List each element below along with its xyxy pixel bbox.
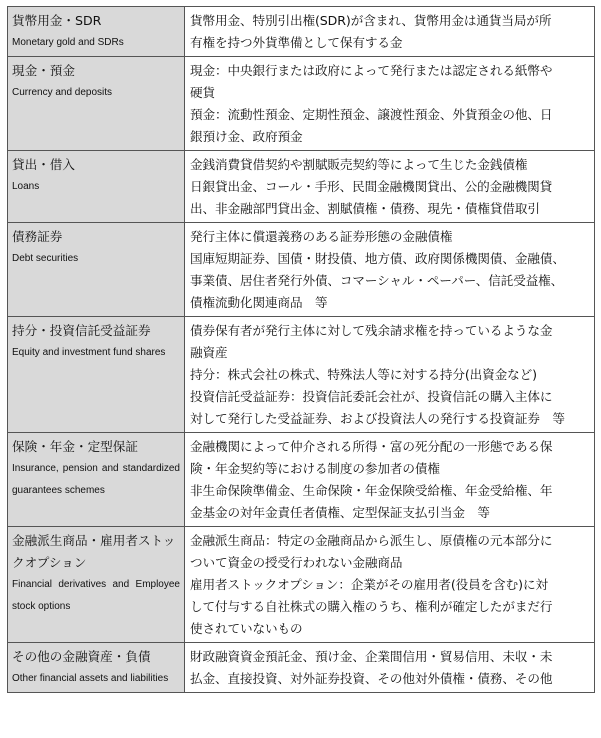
category-cell — [8, 151, 185, 223]
table-row — [8, 433, 595, 527]
category-cell — [8, 527, 185, 643]
category-name-en: Financial derivatives and Employee stock options — [12, 579, 180, 612]
category-name-en: Debt securities — [12, 253, 79, 264]
financial-asset-classification-table — [7, 6, 595, 693]
description-line: 金融機関によって仲介される所得・富の死分配の一形態である保 — [190, 439, 553, 454]
description-line: 金銭消費貸借契約や割賦販売契約等によって生じた金銭債権 — [190, 157, 528, 172]
description-line: ついて資金の授受行われない金融商品 — [190, 555, 403, 570]
category-name-en: Equity and investment fund shares — [12, 347, 166, 358]
description-line: 預金：流動性預金、定期性預金、譲渡性預金、外貨預金の他、日 — [190, 107, 553, 122]
description-line: 非生命保険準備金、生命保険・年金保険受給権、年金受給権、年 — [190, 483, 553, 498]
description-line: 対して発行した受益証券、および投資法人の発行する投資証券 等 — [190, 411, 565, 426]
description-cell — [185, 151, 595, 223]
table-row — [8, 57, 595, 151]
category-name-jp: 債務証券 — [12, 229, 63, 244]
category-name-jp: 貸出・借入 — [12, 157, 75, 172]
table-row — [8, 151, 595, 223]
category-name-en: Insurance, pension and standardized guarantees schemes — [12, 463, 180, 496]
category-cell — [8, 643, 185, 693]
description-cell — [185, 223, 595, 317]
category-name-en: Loans — [12, 181, 40, 192]
description-line: して付与する自社株式の購入権のうち、権利が確定したがまだ行 — [190, 599, 553, 614]
description-line: 債券保有者が発行主体に対して残余請求権を持っているような金 — [190, 323, 553, 338]
category-name-jp: 保険・年金・定型保証 — [12, 439, 138, 454]
category-cell — [8, 223, 185, 317]
table-row — [8, 643, 595, 693]
description-cell — [185, 527, 595, 643]
category-cell — [8, 7, 185, 57]
description-line: 貨幣用金、特別引出権(SDR)が含まれ、貨幣用金は通貨当局が所 — [190, 13, 552, 28]
description-line: 現金：中央銀行または政府によって発行または認定される紙幣や — [190, 63, 553, 78]
table-row — [8, 317, 595, 433]
category-cell — [8, 317, 185, 433]
table-row — [8, 527, 595, 643]
category-name-jp: 現金・預金 — [12, 63, 75, 78]
table-row — [8, 7, 595, 57]
description-line: 融資産 — [190, 345, 228, 360]
category-name-jp: 持分・投資信託受益証券 — [12, 323, 151, 338]
description-cell — [185, 433, 595, 527]
description-line: 債権流動化関連商品 等 — [190, 295, 328, 310]
description-line: 有権を持つ外貨準備として保有する金 — [190, 35, 403, 50]
category-name-jp: 貨幣用金・SDR — [12, 13, 102, 28]
description-line: 日銀貸出金、コール・手形、民間金融機関貸出、公的金融機関貸 — [190, 179, 553, 194]
description-line: 硬貨 — [190, 85, 215, 100]
description-line: 雇用者ストックオプション：企業がその雇用者(役員を含む)に対 — [190, 577, 548, 592]
category-cell — [8, 57, 185, 151]
category-name-en: Monetary gold and SDRs — [12, 37, 124, 48]
description-cell — [185, 317, 595, 433]
description-line: 使されていないもの — [190, 621, 303, 636]
description-line: 発行主体に償還義務のある証券形態の金融債権 — [190, 229, 453, 244]
description-cell — [185, 7, 595, 57]
description-line: 険・年金契約等における制度の参加者の債権 — [190, 461, 440, 476]
table-row — [8, 223, 595, 317]
description-cell — [185, 57, 595, 151]
description-line: 金基金の対年金責任者債権、定型保証支払引当金 等 — [190, 505, 490, 520]
description-line: 財政融資資金預託金、預け金、企業間信用・貿易信用、未収・未 — [190, 649, 553, 664]
description-cell — [185, 643, 595, 693]
description-line: 国庫短期証券、国債・財投債、地方債、政府関係機関債、金融債、 — [190, 251, 565, 266]
description-line: 払金、直接投資、対外証券投資、その他対外債権・債務、その他 — [190, 671, 553, 686]
category-name-jp: その他の金融資産・負債 — [12, 649, 151, 664]
description-line: 投資信託受益証券：投資信託委託会社が、投資信託の購入主体に — [190, 389, 553, 404]
description-line: 金融派生商品：特定の金融商品から派生し、原債権の元本部分に — [190, 533, 553, 548]
category-name-jp: 金融派生商品・雇用者ストックオプション — [12, 533, 176, 570]
description-line: 事業債、居住者発行外債、コマーシャル・ペーパー、信託受益権、 — [190, 273, 564, 288]
description-line: 銀預け金、政府預金 — [190, 129, 303, 144]
category-name-en: Other financial assets and liabilities — [12, 673, 169, 684]
category-name-en: Currency and deposits — [12, 87, 113, 98]
category-cell — [8, 433, 185, 527]
description-line: 出、非金融部門貸出金、割賦債権・債務、現先・債権貸借取引 — [190, 201, 540, 216]
description-line: 持分：株式会社の株式、特殊法人等に対する持分(出資金など) — [190, 367, 537, 382]
